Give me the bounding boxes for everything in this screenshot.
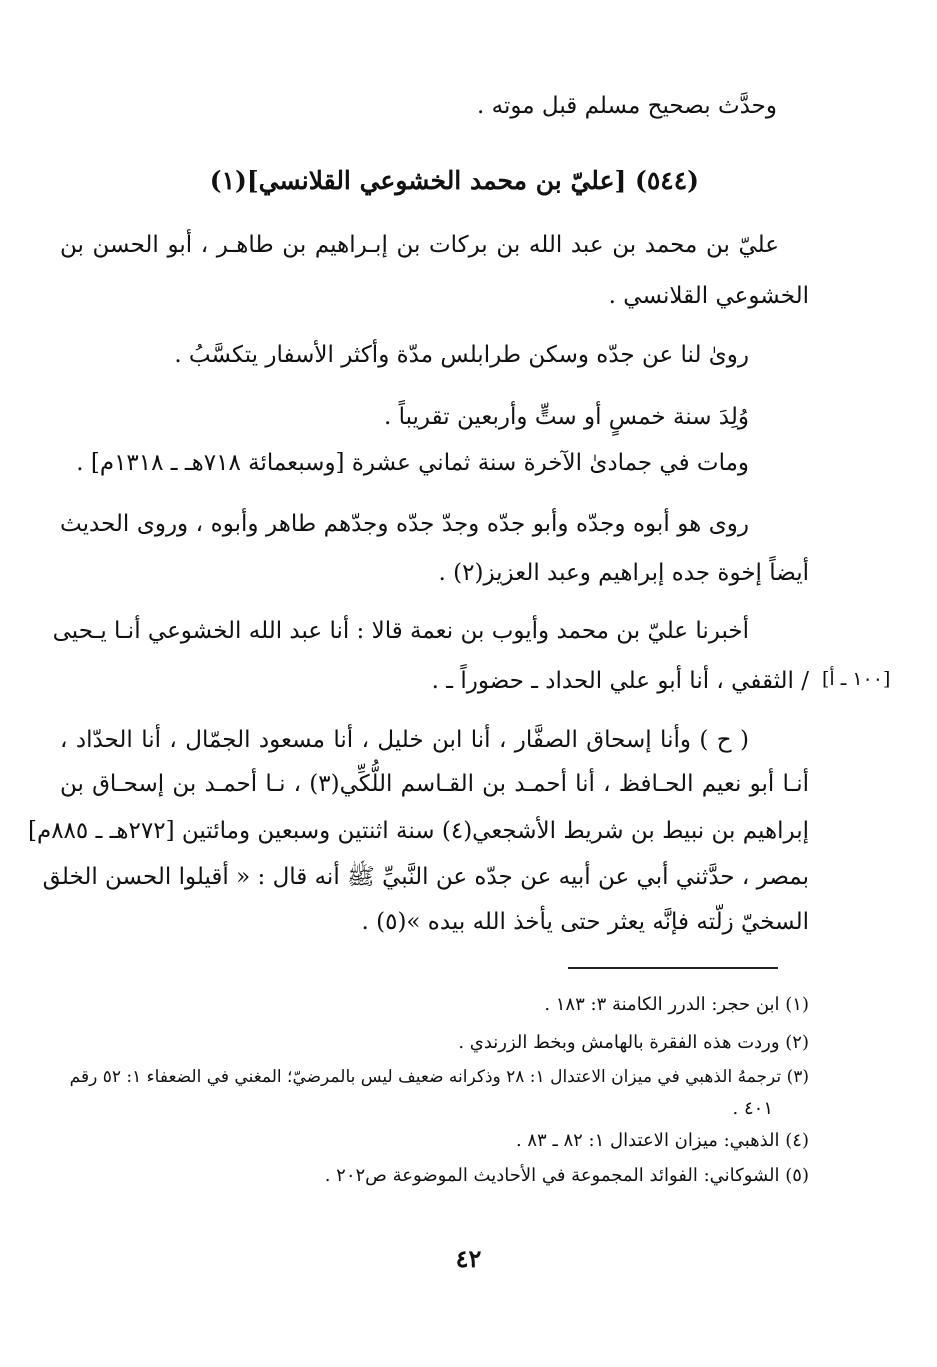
manuscript-folio-marker: [١٠٠ ـ أ] — [822, 668, 891, 690]
footnote-separator — [568, 967, 778, 969]
paragraph-5-line-1: روى هو أبوه وجدّه وأبو جدّه وجدّ جدّه وجدّهم طاهر وأبوه ، وروى الحديث — [60, 511, 749, 537]
paragraph-6-line-1: أخبرنا عليّ بن محمد وأيوب بن نعمة قالا : أنا عبد الله الخشوعي أنـا يـحيى — [52, 618, 749, 644]
paragraph-1-line-1: عليّ بن محمد بن عبد الله بن بركات بن إبـراهيم بن طاهـر ، أبو الحسن بن — [60, 232, 779, 258]
paragraph-7-line-4: بمصر ، حدَّثني أبي عن أبيه عن جدّه عن النَّبيِّ ﷺ أنه قال : « أقيلوا الحسن الخلق — [42, 864, 809, 890]
footnote-4: (٤) الذهبي: ميزان الاعتدال ١: ٨٢ ـ ٨٣ . — [515, 1130, 809, 1151]
footnote-3-line-1: (٣) ترجمهُ الذهبي في ميزان الاعتدال ١: ٢٨ وذكرانه ضعيف ليس بالمرضيّ؛ المغني في الضعفاء ١: ٥٢ رقم — [69, 1067, 809, 1087]
intro-line: وحدَّث بصحيح مسلم قبل موته . — [477, 93, 777, 119]
paragraph-7-line-3: إبراهيم بن نبيط بن شريط الأشجعي(٤) سنة اثنتين وسبعين ومائتين [٢٧٢هـ ـ ٨٨٥م] — [27, 818, 809, 844]
paragraph-3: وُلِدَ سنة خمسٍ أو ستٍّ وأربعين تقريباً . — [383, 404, 749, 430]
page-number: ٤٢ — [455, 1244, 482, 1273]
footnote-2: (٢) وردت هذه الفقرة بالهامش وبخط الزرندي . — [458, 1032, 809, 1053]
footnote-5: (٥) الشوكاني: الفوائد المجموعة في الأحاديث الموضوعة ص٢٠٢ . — [324, 1165, 809, 1186]
footnote-3-line-2: ٤٠١ . — [732, 1098, 773, 1119]
paragraph-7-line-2: أنـا أبو نعيم الحـافظ ، أنا أحمـد بن القـاسم اللُّكِّي(٣) ، نـا أحمـد بن إسحـاق بن — [60, 771, 810, 797]
paragraph-4: ومات في جمادىٰ الآخرة سنة ثماني عشرة [وسبعمائة ٧١٨هـ ـ ١٣١٨م] . — [76, 450, 749, 476]
paragraph-2: روىٰ لنا عن جدّه وسكن طرابلس مدّة وأكثر الأسفار يتكسَّبُ . — [174, 342, 749, 368]
entry-heading: (٥٤٤) [عليّ بن محمد الخشوعي القلانسي](١) — [209, 166, 699, 195]
footnote-1: (١) ابن حجر: الدرر الكامنة ٣: ١٨٣ . — [544, 994, 809, 1015]
paragraph-5-line-2: أيضاً إخوة جده إبراهيم وعبد العزيز(٢) . — [438, 560, 809, 586]
paragraph-7-line-1: ( ح ) وأنا إسحاق الصفَّار ، أنا ابن خليل ، أنا مسعود الجمّال ، أنا الحدّاد ، — [60, 727, 749, 753]
paragraph-7-line-5: السخيّ زلّته فإنَّه يعثر حتى يأخذ الله بيده »(٥) . — [361, 909, 809, 935]
paragraph-1-line-2: الخشوعي القلانسي . — [608, 283, 809, 309]
paragraph-6-line-2: / الثقفي ، أنا أبو علي الحداد ـ حضوراً ـ . — [431, 668, 809, 694]
